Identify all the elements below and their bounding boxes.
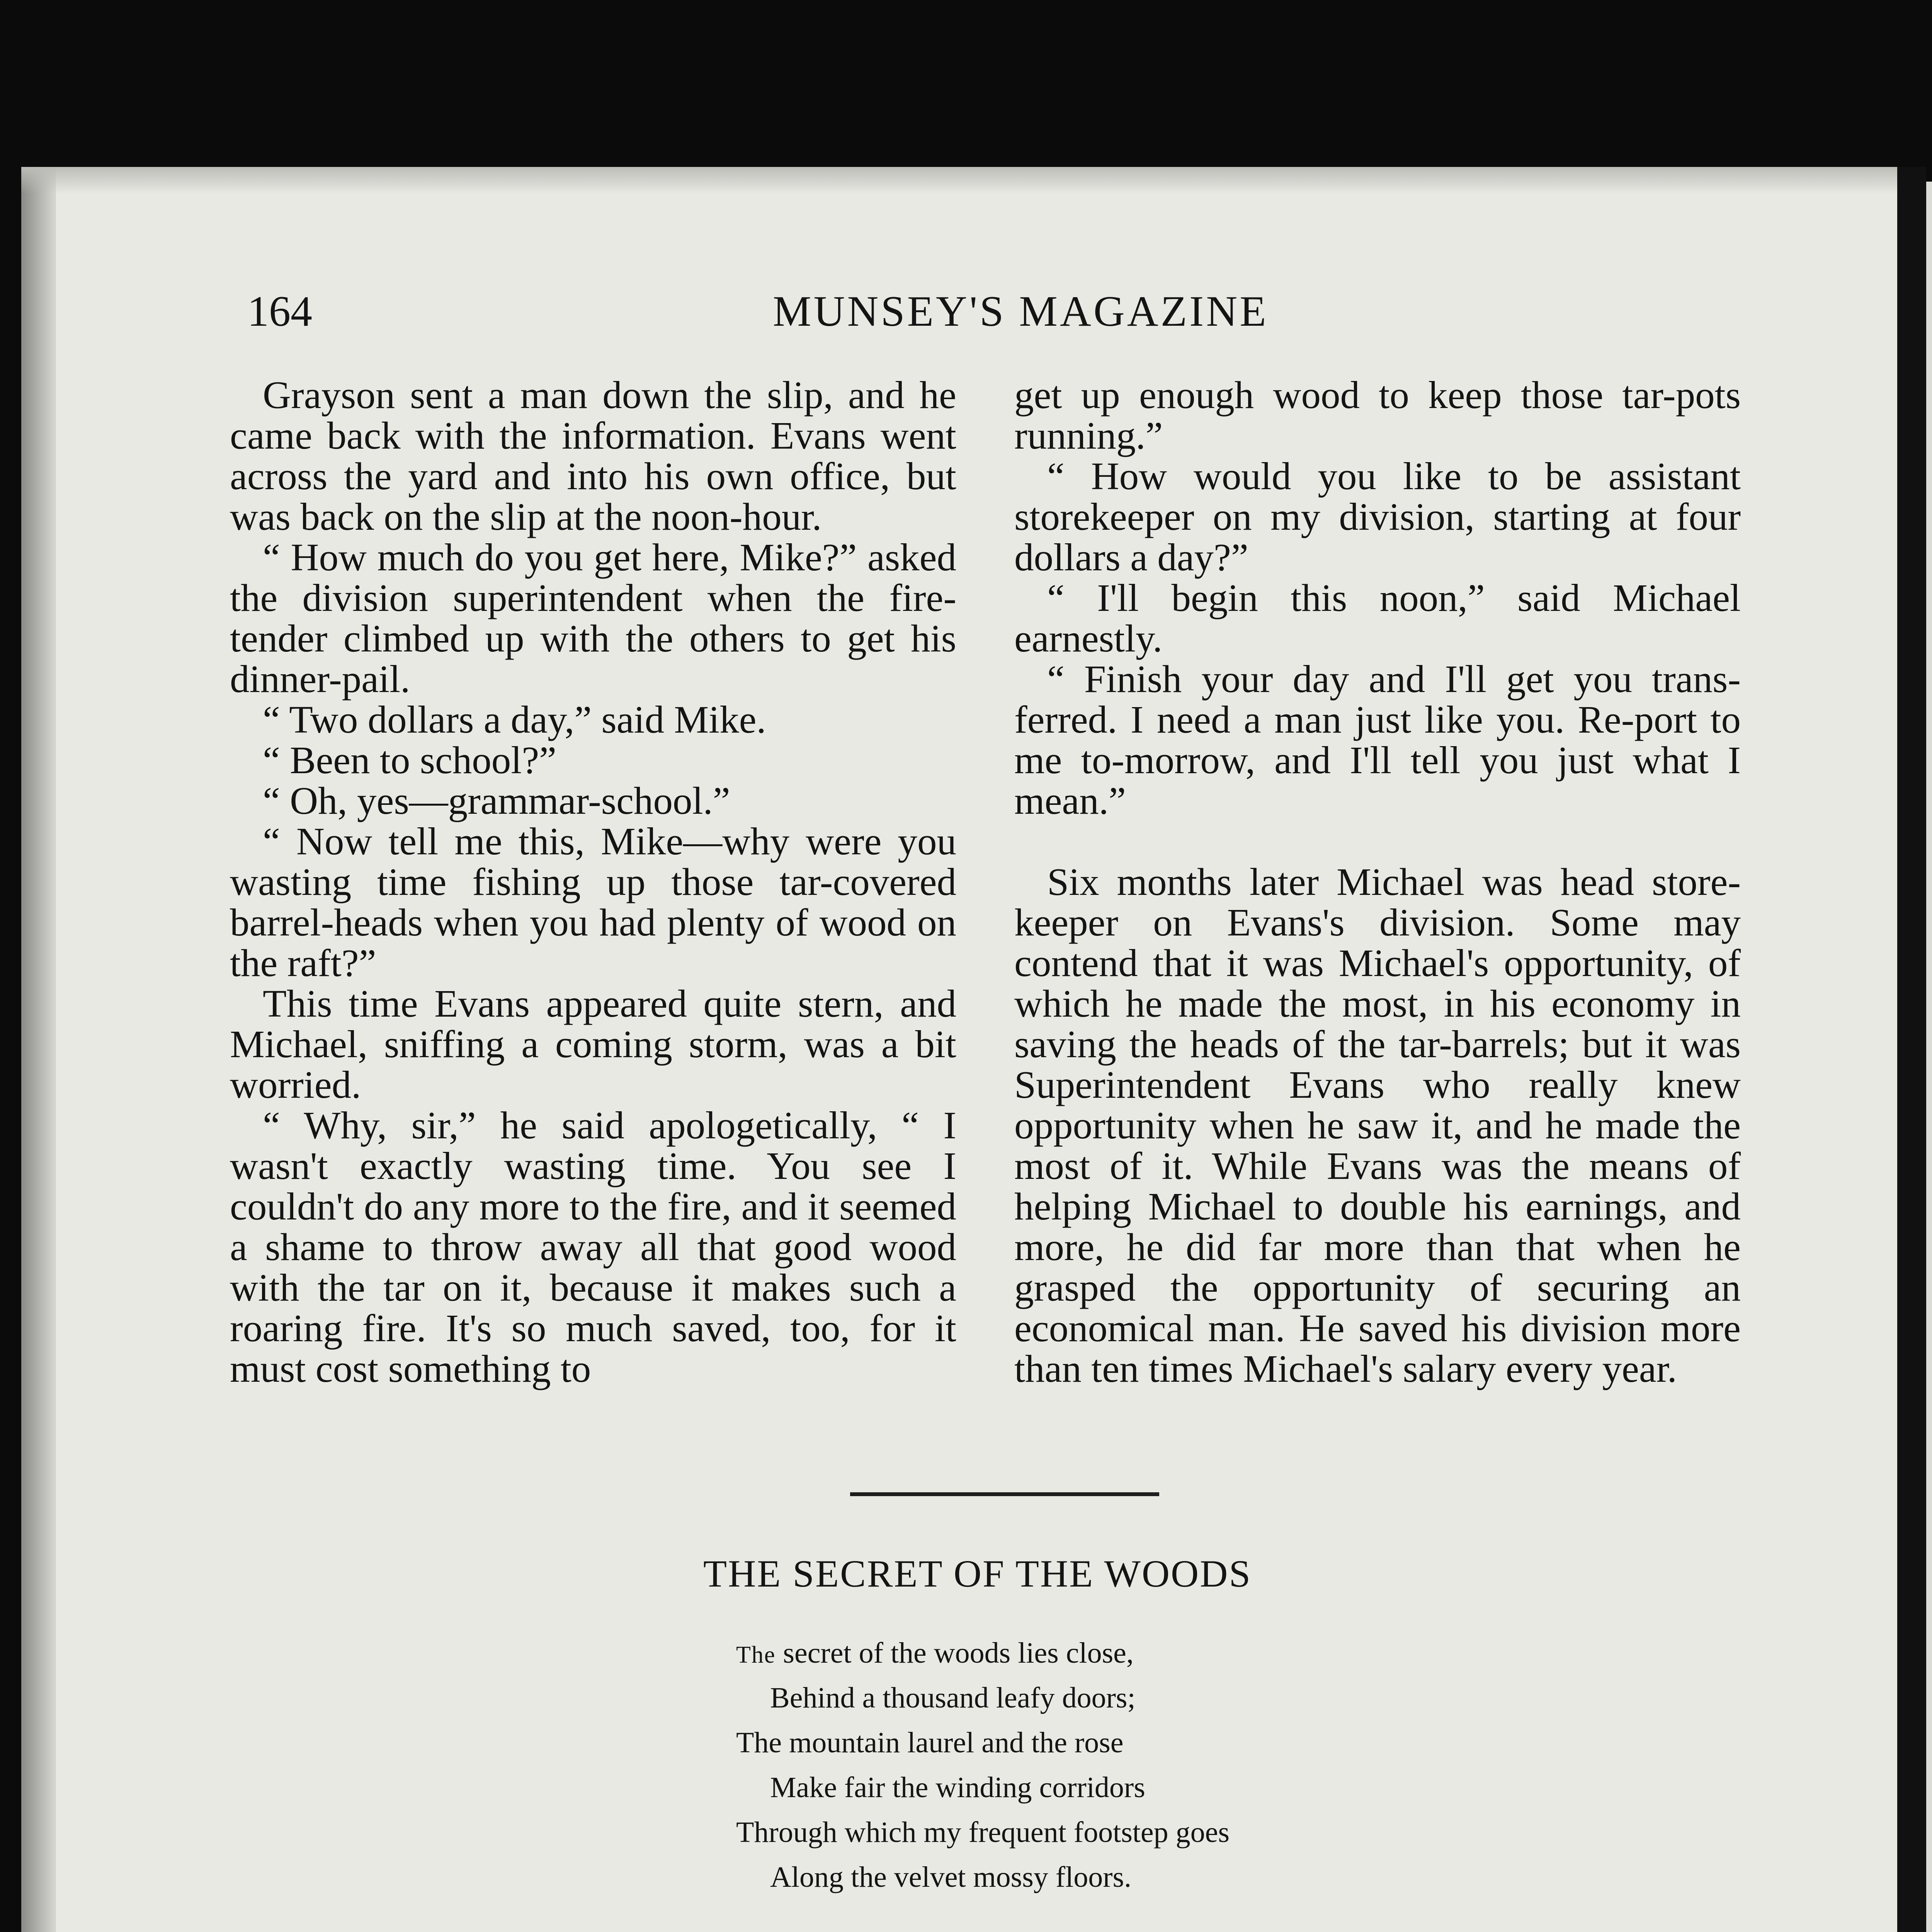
book-gutter	[1897, 167, 1926, 1932]
poem-title: THE SECRET OF THE WOODS	[703, 1552, 1252, 1595]
poem-line: The secret of the woods lies close,	[736, 1637, 1134, 1669]
paragraph: “ Been to school?”	[263, 738, 557, 782]
poem-line	[736, 1927, 1230, 1932]
poem-drop-word: The	[736, 1642, 776, 1668]
paragraph: “ How would you like to be assistant storekeeper on my division, starting at four dollars a day?”	[1014, 454, 1741, 579]
page-top-shade	[21, 167, 1897, 194]
next-page-edge	[1926, 182, 1932, 1932]
paragraph: “ Finish your day and I'll get you trans-ferred. I need a man just like you. Re-port to me to-morrow, and I'll tell you just what I mean.”	[1014, 657, 1741, 822]
poem-line: Through which my frequent footstep goes	[736, 1816, 1230, 1849]
paragraph: This time Evans appeared quite stern, and Michael, sniffing a coming storm, was a bit worried.	[230, 982, 956, 1106]
poem-line: Make fair the winding corridors	[770, 1771, 1145, 1804]
paragraph: “ How much do you get here, Mike?” asked the division superintendent when the fire-tender climbed up with the others to get his dinner-pail.	[230, 536, 956, 701]
article-column-left	[230, 375, 956, 1389]
poem-stanza	[736, 1927, 1230, 1932]
paragraph: Six months later Michael was head store-keeper on Evans's division. Some may contend that it was Michael's opportunity, of which he made the most, in his economy in saving the heads of the tar-barrels; but it was Superintendent Evans who really knew opportunity when he saw it, and he made the most of it. While Evans was the means of helping Michael to double his earnings, and more, he did far more than that when he grasped the opportunity of securing an economical man. He saved his division more than ten times Michael's salary every year.	[1014, 860, 1741, 1390]
article-column-right	[1014, 375, 1741, 1389]
paragraph: “ I'll begin this noon,” said Michael earnestly.	[1014, 576, 1741, 660]
poem-line: Along the velvet mossy floors.	[770, 1861, 1132, 1893]
poem-stanza	[736, 1631, 1230, 1900]
page-number: 164	[247, 287, 312, 335]
poem-line: Behind a thousand leafy doors;	[770, 1682, 1136, 1714]
paragraph: “ Oh, yes—grammar-school.”	[263, 779, 730, 822]
paragraph: Grayson sent a man down the slip, and he came back with the information. Evans went across the yard and into his own office, but was back on the slip at the noon-hour.	[230, 373, 956, 538]
page-edge-shadow	[21, 167, 56, 1932]
paragraph: get up enough wood to keep those tar-pots running.”	[1014, 373, 1741, 457]
paragraph: “ Now tell me this, Mike—why were you wasting time fishing up those tar-covered barrel-heads when you had plenty of wood on the raft?”	[230, 820, 956, 985]
poem	[736, 1631, 1230, 1932]
running-head: MUNSEY'S MAGAZINE	[773, 287, 1269, 335]
section-divider	[850, 1492, 1159, 1496]
paragraph: “ Why, sir,” he said apologetically, “ I wasn't exactly wasting time. You see I couldn't do any more to the fire, and it seemed a shame to throw away all that good wood with the tar on it, because it makes such a roaring fire. It's so much saved, too, for it must cost something to	[230, 1104, 956, 1390]
paragraph: “ Two dollars a day,” said Mike.	[263, 698, 766, 741]
poem-line: The mountain laurel and the rose	[736, 1726, 1124, 1759]
